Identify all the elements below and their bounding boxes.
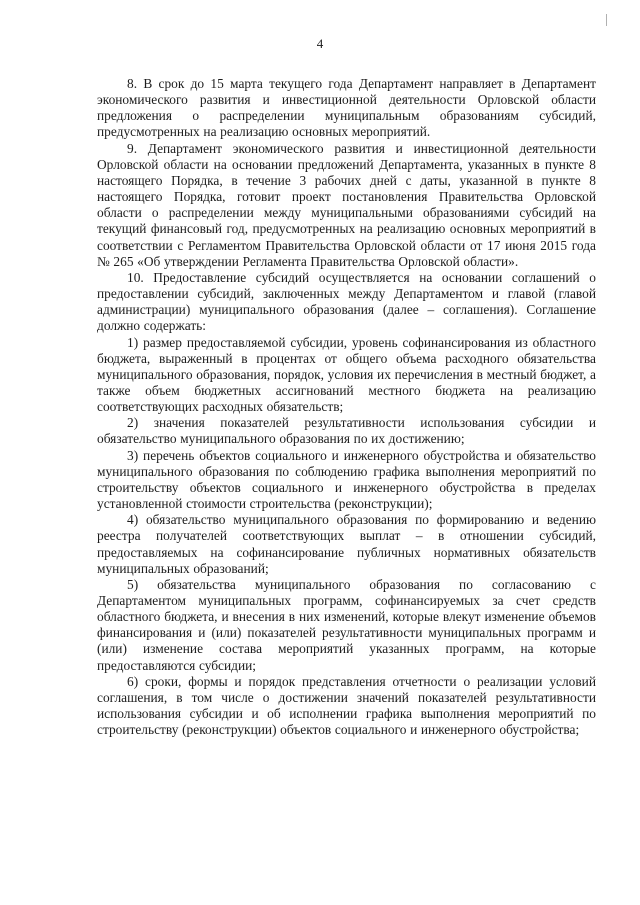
scan-mark [606,14,607,26]
paragraph-8: 8. В срок до 15 марта текущего года Департамент направляет в Департамент экономического развития и инвестиционной деятельности Орловской области предложения о распределении муниципальным образованиям субсидий, предусмотренных на реализацию основных мероприятий. [97,76,596,140]
clause-4: 4) обязательство муниципального образования по формированию и ведению реестра получателей соответствующих выплат – в отношении субсидий, предоставляемых на софинансирование публичных нормативных обязательств муниципальных образований; [97,512,596,576]
paragraph-10: 10. Предоставление субсидий осуществляется на основании соглашений о предоставлении субсидий, заключенных между Департаментом и главой (главой администрации) муниципального образования (далее – соглашения). Соглашение должно содержать: [97,269,596,334]
document-body [97,76,596,738]
clause-5: 5) обязательства муниципального образования по согласованию с Департаментом муниципальных программ, софинансируемых за счет средств областного бюджета, и внесения в них изменений, которые влекут изменение объемов финансирования и (или) показателей результативности муниципальных программ и (или) изменение состава мероприятий указанных программ, на которые предоставляются субсидии; [97,576,596,673]
clause-2: 2) значения показателей результативности использования субсидии и обязательство муниципального образования по их достижению; [97,415,596,447]
paragraph-9: 9. Департамент экономического развития и инвестиционной деятельности Орловской области на основании предложений Департамента, указанных в пункте 8 настоящего Порядка, в течение 3 рабочих дней с даты, указанной в пункте 8 настоящего Порядка, готовит проект постановления Правительства Орловской области о распределении между муниципальными образованиями субсидий на текущий финансовый год, предусмотренных на реализацию основных мероприятий в соответствии с Регламентом Правительства Орловской области от 17 июня 2015 года № 265 «Об утверждении Регламента Правительства Орловской области». [97,140,596,269]
page-number: 4 [316,36,324,51]
clause-3: 3) перечень объектов социального и инженерного обустройства и обязательство муниципального образования по соблюдению графика выполнения мероприятий по строительству объектов социального и инженерного обустройства в пределах установленной стоимости строительства (реконструкции); [97,447,596,512]
clause-1: 1) размер предоставляемой субсидии, уровень софинансирования из областного бюджета, выраженный в процентах от общего объема расходного обязательства муниципального образования, порядок, условия их перечисления в местный бюджет, а также объем бюджетных ассигнований местного бюджета на реализацию соответствующих расходных обязательств; [97,334,596,415]
clause-6: 6) сроки, формы и порядок представления отчетности о реализации условий соглашения, в том числе о достижении значений показателей результативности использования субсидии и об исполнении графика выполнения мероприятий по строительству (реконструкции) объектов социального и инженерного обустройства; [97,673,596,738]
